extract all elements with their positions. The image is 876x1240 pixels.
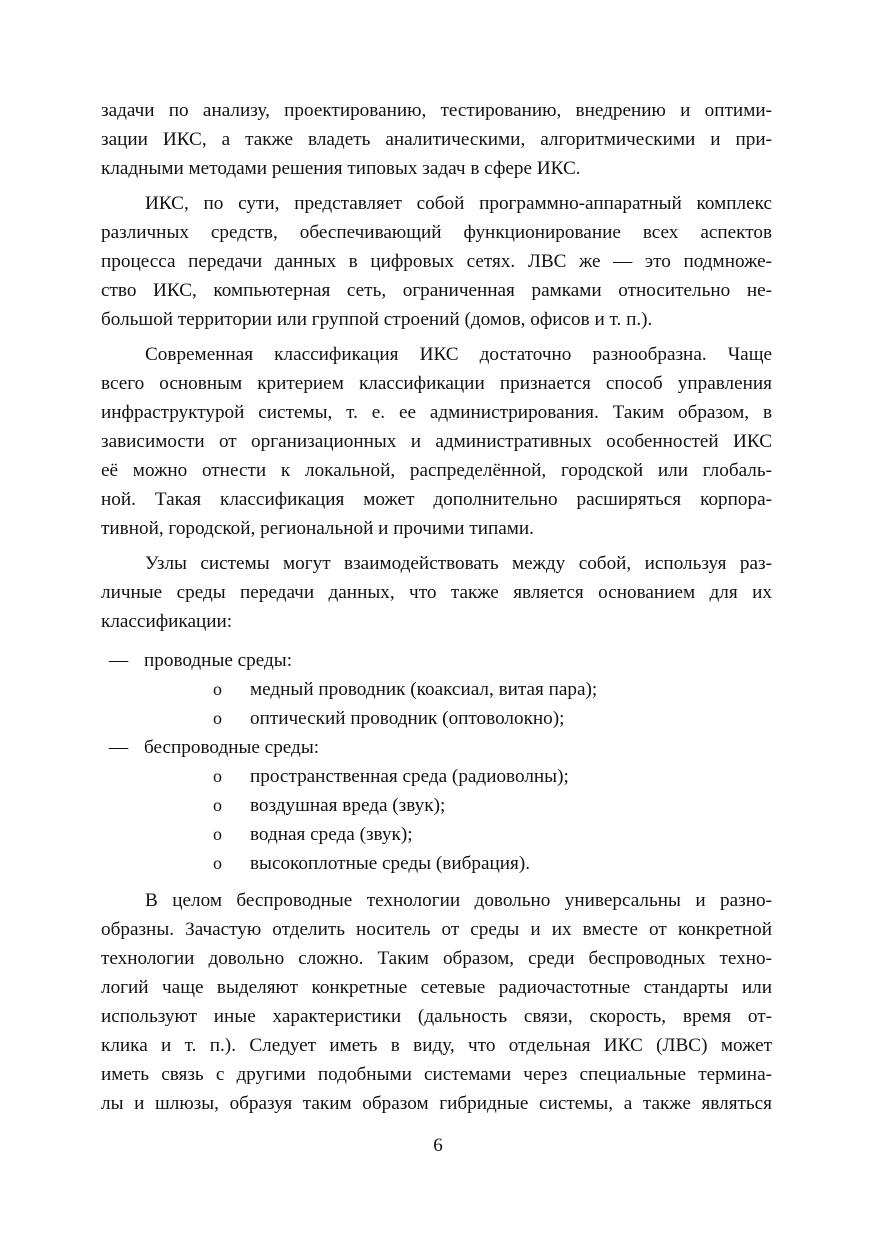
list-item-level2 <box>101 704 772 733</box>
list-item-label: беспроводные среды: <box>144 737 320 758</box>
text-line: ство ИКС, компьютерная сеть, ограниченная рамками относительно не- <box>101 280 772 301</box>
list-item-level1 <box>101 646 772 675</box>
text-line: ИКС, по сути, представляет собой программно-аппаратный комплекс <box>145 193 772 214</box>
list-subitem-text: воздушная вреда (звук); <box>250 795 446 816</box>
circle-bullet-icon: o <box>213 766 222 786</box>
text-line: Узлы системы могут взаимодействовать между собой, используя раз- <box>145 553 772 574</box>
page-number: 6 <box>433 1135 443 1156</box>
paragraph <box>101 886 772 1118</box>
text-line: классификации: <box>101 611 233 632</box>
paragraph <box>101 189 772 334</box>
list-item-level2 <box>101 791 772 820</box>
media-classification-list <box>101 646 772 878</box>
text-line: процесса передачи данных в цифровых сетях. ЛВС же — это подмноже- <box>101 251 772 272</box>
paragraph <box>101 96 772 183</box>
circle-bullet-icon: o <box>213 708 222 728</box>
text-line: личные среды передачи данных, что также является основанием для их <box>101 582 772 603</box>
text-line: ной. Такая классификация может дополнительно расширяться корпора- <box>101 489 772 510</box>
text-line: её можно отнести к локальной, распределённой, городской или глобаль- <box>101 460 772 481</box>
list-item-level2 <box>101 849 772 878</box>
list-subitem-text: водная среда (звук); <box>250 824 413 845</box>
text-line: зации ИКС, а также владеть аналитическими, алгоритмическими и при- <box>101 129 772 150</box>
list-item-level2 <box>101 820 772 849</box>
text-line: кладными методами решения типовых задач в сфере ИКС. <box>101 158 581 179</box>
text-line: зависимости от организационных и административных особенностей ИКС <box>101 431 772 452</box>
circle-bullet-icon: o <box>213 853 222 873</box>
list-subitem-text: высокоплотные среды (вибрация). <box>250 853 531 874</box>
text-line: тивной, городской, региональной и прочими типами. <box>101 518 534 539</box>
bottom-paragraphs <box>101 886 772 1118</box>
circle-bullet-icon: o <box>213 795 222 815</box>
paragraph <box>101 549 772 636</box>
text-line: логий чаще выделяют конкретные сетевые радиочастотные стандарты или <box>101 977 772 998</box>
list-item-level2 <box>101 675 772 704</box>
list-subitem-text: оптический проводник (оптоволокно); <box>250 708 565 729</box>
body-text <box>101 96 772 1118</box>
paragraph <box>101 340 772 543</box>
text-line: клика и т. п.). Следует иметь в виду, что отдельная ИКС (ЛВС) может <box>101 1035 772 1056</box>
text-line: инфраструктурой системы, т. е. ее администрирования. Таким образом, в <box>101 402 772 423</box>
text-line: технологии довольно сложно. Таким образом, среди беспроводных техно- <box>101 948 772 969</box>
text-line: используют иные характеристики (дальность связи, скорость, время от- <box>101 1006 772 1027</box>
dash-marker: — <box>109 650 129 671</box>
list-item-label: проводные среды: <box>144 650 293 671</box>
text-line: большой территории или группой строений (домов, офисов и т. п.). <box>101 309 653 330</box>
circle-bullet-icon: o <box>213 679 222 699</box>
text-line: лы и шлюзы, образуя таким образом гибридные системы, а также являться <box>101 1093 772 1114</box>
text-line: различных средств, обеспечивающий функционирование всех аспектов <box>101 222 772 243</box>
text-line: всего основным критерием классификации признается способ управления <box>101 373 772 394</box>
text-line: иметь связь с другими подобными системами через специальные термина- <box>101 1064 772 1085</box>
list-subitem-text: медный проводник (коаксиал, витая пара); <box>250 679 598 700</box>
list-item-level1 <box>101 733 772 762</box>
list-subitem-text: пространственная среда (радиоволны); <box>250 766 569 787</box>
list-item-level2 <box>101 762 772 791</box>
text-line: задачи по анализу, проектированию, тестированию, внедрению и оптими- <box>101 100 772 121</box>
text-line: Современная классификация ИКС достаточно разнообразна. Чаще <box>145 344 772 365</box>
circle-bullet-icon: o <box>213 824 222 844</box>
dash-marker: — <box>109 737 129 758</box>
top-paragraphs <box>101 96 772 636</box>
text-line: образны. Зачастую отделить носитель от среды и их вместе от конкретной <box>101 919 772 940</box>
text-line: В целом беспроводные технологии довольно универсальны и разно- <box>145 890 772 911</box>
